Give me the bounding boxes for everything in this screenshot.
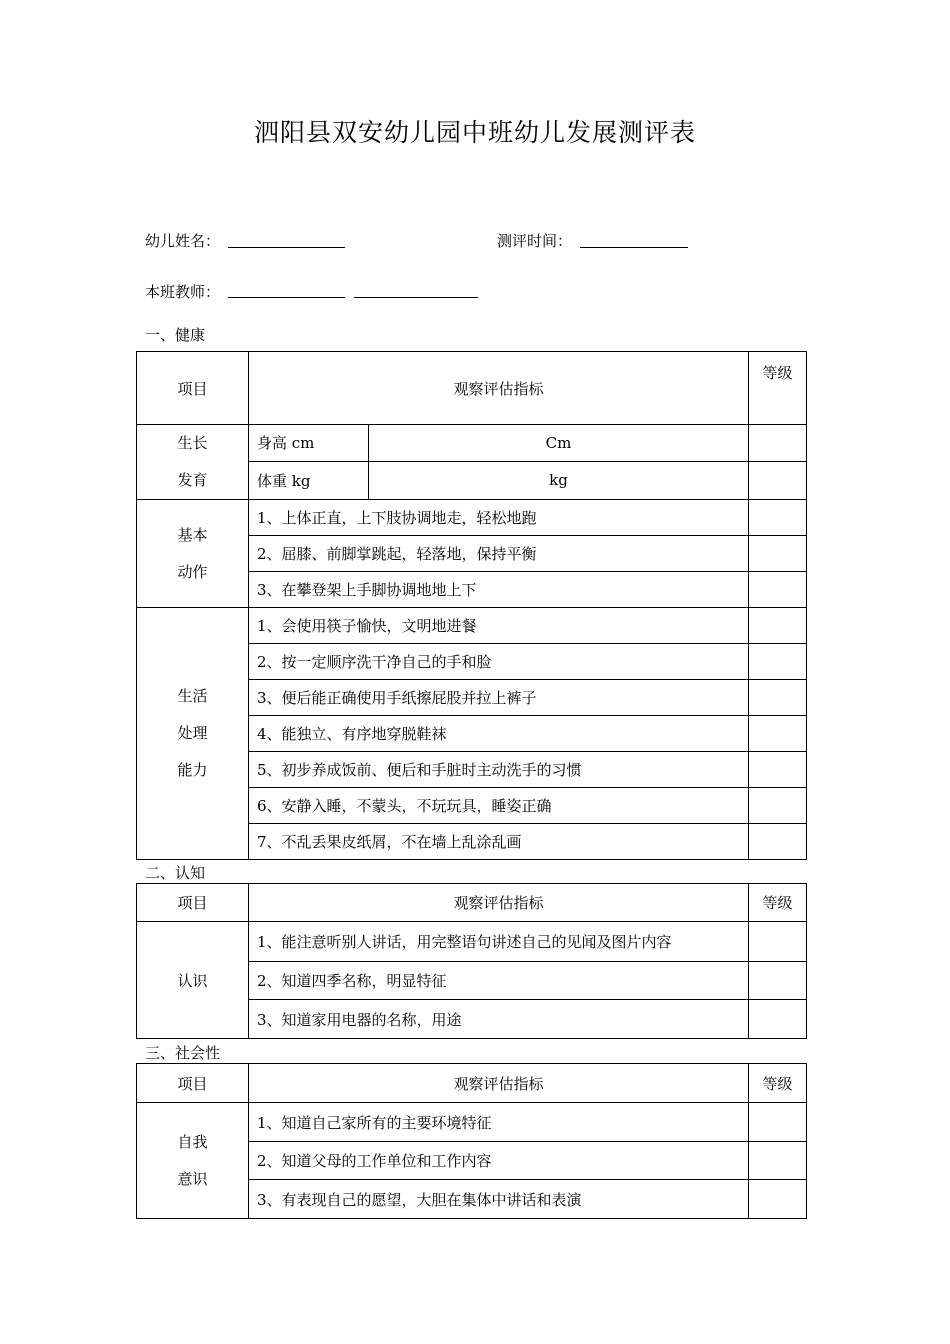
indicator-text: 6、安静入睡，不蒙头，不玩玩具，睡姿正确 bbox=[249, 788, 749, 824]
header-indicator: 观察评估指标 bbox=[249, 1064, 749, 1103]
indicator-text: 3、便后能正确使用手纸擦屁股并拉上裤子 bbox=[249, 680, 749, 716]
child-name-field[interactable] bbox=[228, 247, 345, 248]
grade-cell[interactable] bbox=[749, 461, 807, 499]
table-row bbox=[137, 1103, 807, 1142]
grade-cell[interactable] bbox=[749, 752, 807, 788]
eval-time-field[interactable] bbox=[580, 247, 688, 248]
height-label: 身高 cm bbox=[249, 425, 369, 462]
table-row bbox=[137, 608, 807, 644]
grade-cell[interactable] bbox=[749, 644, 807, 680]
indicator-text: 1、知道自己家所有的主要环境特征 bbox=[249, 1103, 749, 1142]
header-grade: 等级 bbox=[749, 1064, 807, 1103]
table-header-row bbox=[137, 352, 807, 425]
grade-cell[interactable] bbox=[749, 572, 807, 608]
table-header-row bbox=[137, 884, 807, 922]
category-cognition: 认识 bbox=[137, 922, 249, 1039]
grade-cell[interactable] bbox=[749, 1180, 807, 1219]
indicator-text: 1、上体正直，上下肢协调地走，轻松地跑 bbox=[249, 500, 749, 536]
indicator-text: 3、在攀登架上手脚协调地地上下 bbox=[249, 572, 749, 608]
indicator-text: 1、能注意听别人讲话，用完整语句讲述自己的见闻及图片内容 bbox=[249, 922, 749, 962]
category-growth: 生长 发育 bbox=[137, 425, 249, 500]
weight-unit[interactable]: kg bbox=[369, 461, 749, 499]
grade-cell[interactable] bbox=[749, 536, 807, 572]
weight-label: 体重 kg bbox=[249, 461, 369, 499]
indicator-text: 5、初步养成饭前、便后和手脏时主动洗手的习惯 bbox=[249, 752, 749, 788]
table-header-row bbox=[137, 1064, 807, 1103]
eval-time-label: 测评时间： bbox=[497, 232, 573, 250]
section-social-title: 三、社会性 bbox=[145, 1044, 221, 1062]
grade-cell[interactable] bbox=[749, 500, 807, 536]
header-item: 项目 bbox=[137, 884, 249, 922]
cognition-table bbox=[136, 883, 807, 1039]
grade-cell[interactable] bbox=[749, 1142, 807, 1180]
grade-cell[interactable] bbox=[749, 1000, 807, 1039]
grade-cell[interactable] bbox=[749, 824, 807, 860]
height-unit[interactable]: Cm bbox=[369, 425, 749, 462]
page-title: 泗阳县双安幼儿园中班幼儿发展测评表 bbox=[253, 118, 696, 147]
grade-cell[interactable] bbox=[749, 425, 807, 462]
child-name-label: 幼儿姓名： bbox=[145, 232, 221, 250]
category-life-skills: 生活 处理 能力 bbox=[137, 608, 249, 860]
section-cognition-title: 二、认知 bbox=[145, 864, 206, 882]
indicator-text: 2、屈膝、前脚掌跳起，轻落地，保持平衡 bbox=[249, 536, 749, 572]
grade-cell[interactable] bbox=[749, 608, 807, 644]
grade-cell[interactable] bbox=[749, 716, 807, 752]
table-row bbox=[137, 425, 807, 462]
health-table bbox=[136, 351, 807, 860]
indicator-text: 4、能独立、有序地穿脱鞋袜 bbox=[249, 716, 749, 752]
category-self-awareness: 自我 意识 bbox=[137, 1103, 249, 1219]
header-grade: 等级 bbox=[749, 884, 807, 922]
indicator-text: 2、知道四季名称，明显特征 bbox=[249, 962, 749, 1000]
teacher-field-2[interactable] bbox=[354, 297, 478, 298]
teacher-label: 本班教师： bbox=[145, 283, 221, 301]
grade-cell[interactable] bbox=[749, 922, 807, 962]
indicator-text: 2、知道父母的工作单位和工作内容 bbox=[249, 1142, 749, 1180]
teacher-field-1[interactable] bbox=[228, 297, 345, 298]
indicator-text: 3、有表现自己的愿望，大胆在集体中讲话和表演 bbox=[249, 1180, 749, 1219]
indicator-text: 7、不乱丢果皮纸屑，不在墙上乱涂乱画 bbox=[249, 824, 749, 860]
grade-cell[interactable] bbox=[749, 680, 807, 716]
header-indicator: 观察评估指标 bbox=[249, 352, 749, 425]
grade-cell[interactable] bbox=[749, 788, 807, 824]
header-indicator: 观察评估指标 bbox=[249, 884, 749, 922]
indicator-text: 3、知道家用电器的名称，用途 bbox=[249, 1000, 749, 1039]
grade-cell[interactable] bbox=[749, 962, 807, 1000]
header-item: 项目 bbox=[137, 352, 249, 425]
header-grade: 等级 bbox=[749, 352, 807, 425]
social-table bbox=[136, 1063, 807, 1219]
grade-cell[interactable] bbox=[749, 1103, 807, 1142]
indicator-text: 1、会使用筷子愉快，文明地进餐 bbox=[249, 608, 749, 644]
indicator-text: 2、按一定顺序洗干净自己的手和脸 bbox=[249, 644, 749, 680]
category-basic-motion: 基本 动作 bbox=[137, 500, 249, 608]
section-health-title: 一、健康 bbox=[145, 326, 206, 344]
table-row bbox=[137, 500, 807, 536]
header-item: 项目 bbox=[137, 1064, 249, 1103]
table-row bbox=[137, 922, 807, 962]
